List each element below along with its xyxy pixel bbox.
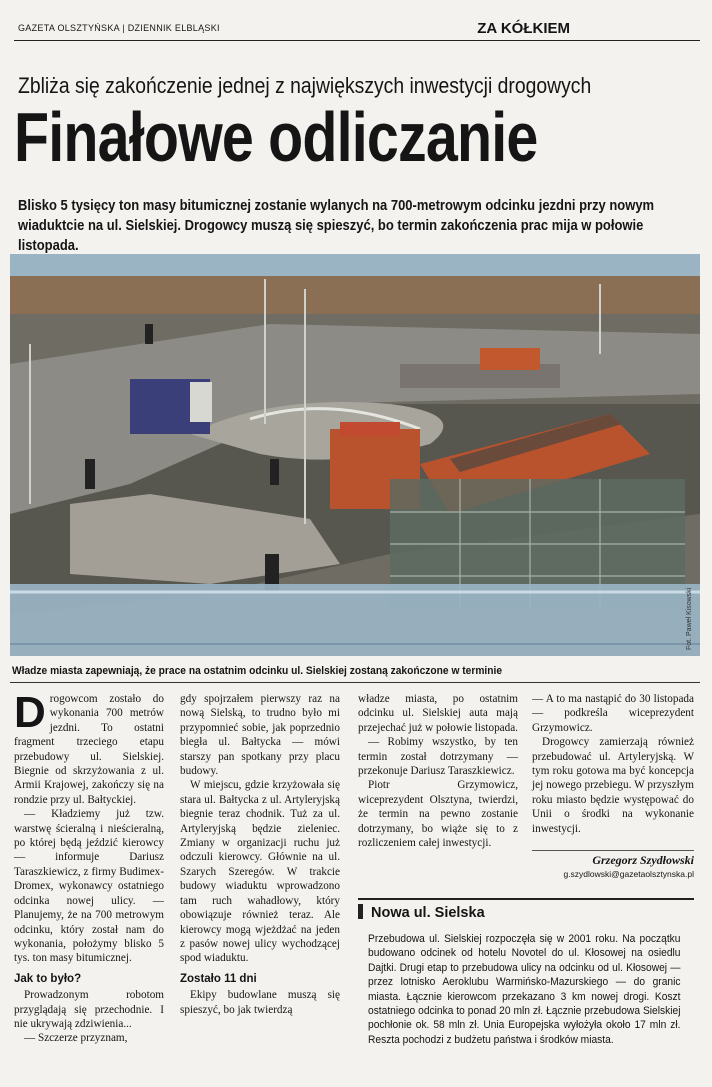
paragraph: Ekipy budowlane muszą się spieszyć, bo jak twierdzą bbox=[180, 989, 340, 1016]
photo-caption: Władze miasta zapewniają, że prace na ostatnim odcinku ul. Sielskiej zostaną zakończone w terminie bbox=[12, 665, 503, 677]
photo-credit: Fot. Paweł Kisowski bbox=[686, 587, 693, 650]
info-box-title bbox=[358, 904, 485, 921]
paragraph: — Robimy wszystko, by ten termin został dotrzymany — przekonuje Dariusz Taraszkiewicz. bbox=[358, 736, 518, 778]
photo-truck-cab bbox=[190, 382, 212, 422]
info-box-title-text: Nowa ul. Sielska bbox=[371, 905, 485, 921]
info-box bbox=[358, 898, 694, 1060]
headline: Finałowe odliczanie bbox=[14, 98, 538, 176]
kicker: Zbliża się zakończenie jednej z największych inwestycji drogowych bbox=[18, 73, 592, 98]
title-bar-icon bbox=[358, 904, 363, 919]
author-email[interactable]: g.szydlowski@gazetaolsztynska.pl bbox=[563, 869, 694, 880]
paragraph: — Kładziemy już tzw. warstwę ścieralną i nieścieralną, po której będą jeździć kierowcy — informuje Dariusz Taraszkiewicz, z firmy Budimex-Dromex, wykonawcy ostatniego odcinka nowej ulicy. — Planujemy, że na 700 metrowym odcinku, który został nam do wykonania, położymy blisko 5 tys. ton masy bitumicznej. bbox=[14, 808, 164, 965]
lead-paragraph: Blisko 5 tysięcy ton masy bitumicznej zostanie wylanych na 700-metrowym odcinku jezdni przy nowym wiaduktcie na ul. Sielskiej. Drogowcy muszą się spieszyć, bo termin zakończenia prac mija w połowie listopada. bbox=[18, 198, 655, 254]
page-header bbox=[14, 18, 700, 41]
photo-railing-top bbox=[10, 254, 700, 276]
paragraph: Prowadzonym robotom przyglądają się przechodnie. I nie ukrywają zdziwienia... bbox=[14, 989, 164, 1030]
subheading: Jak to było? bbox=[14, 972, 82, 985]
paragraph: — A to ma nastąpić do 30 listopada — podkreśla wiceprezydent Grzymowicz. bbox=[532, 693, 694, 734]
subheading: Zostało 11 dni bbox=[180, 972, 257, 985]
paragraph: gdy spojrzałem pierwszy raz na nową Sielską, to trudno było mi przypomnieć sobie, jak poprzednio biegła ul. Bałtycka — mówi starszy pan spotkany przy placu budowy. bbox=[180, 693, 340, 778]
article-column-2 bbox=[180, 692, 340, 1017]
info-box-text: Przebudowa ul. Sielskiej rozpoczęła się w 2001 roku. Na początku budowano odcinek od hotelu Novotel do ul. Kłosowej na osiedlu Dajtki. Drugi etap to przebudowa ulicy na odcinku od ul. Kłosowej — przez lotnisko Aeroklubu Warmińsko-Mazurskiego — do granic miasta. Łącznie kierowcom przekazano 3 km nowej drogi. Koszt ostatniego odcinka to ponad 20 mln zł. Łącznie przebudowa Sielskiej pochłonie ok. 58 mln zł. Unia Europejska wyłożyła około 17 mln zł. Reszta pochodzi z budżetu państwa i środków miasta. bbox=[368, 933, 681, 1046]
photo-railing-bottom bbox=[10, 584, 700, 656]
article-column-4 bbox=[532, 692, 694, 882]
article-column-1 bbox=[14, 688, 164, 1046]
caption-divider bbox=[10, 682, 700, 683]
paragraph: rogowcom zostało do wykonania 700 metrów jezdni. To ostatni fragment trzeciego etapu przebudowy ul. Sielskiej. Biegnie od skrzyżowania z ul. Armii Krajowej, zakończy się na rondzie przy ul. Bałtyckiej. bbox=[14, 693, 164, 806]
section-label: ZA KÓŁKIEM bbox=[477, 20, 570, 37]
paragraph: władze miasta, po ostatnim odcinku ul. Sielskiej auta mają przejechać już w połowie listopada. bbox=[358, 693, 518, 734]
paragraph: — Szczerze przyznam, bbox=[24, 1032, 128, 1045]
masthead: GAZETA OLSZTYŃSKA | DZIENNIK ELBLĄSKI bbox=[18, 23, 220, 33]
author-name: Grzegorz Szydłowski bbox=[532, 850, 694, 867]
road-construction-photo bbox=[10, 254, 700, 656]
dropcap: D bbox=[14, 688, 46, 737]
article-column-3 bbox=[358, 692, 518, 850]
paragraph: Drogowcy zamierzają również przebudować ul. Artyleryjską. W tym roku gotowa ma być koncepcja jej nowego przebiegu. W przyszłym roku miasto będzie występować do Unii o środki na wykonanie inwestycji. bbox=[532, 736, 694, 835]
photo-machine bbox=[480, 348, 540, 370]
photo-paver-roof bbox=[340, 422, 400, 436]
paragraph: Piotr Grzymowicz, wiceprezydent Olsztyna, twierdzi, że termin na pewno zostanie dotrzymany, bo wiąże się to z rozliczeniem całej inwestycji. bbox=[358, 779, 518, 850]
paragraph: W miejscu, gdzie krzyżowała się stara ul. Bałtycka z ul. Artyleryjską biegnie teraz chodnik. Tuż za ul. Artyleryjską będzie zieleniec. Zmiany w organizacji ruchu już odczuli kierowcy. Głównie na ul. Szarych Szeregów. W trakcie budowy wiaduktu wprowadzono tam ruch wahadłowy, który obowiązuje również teraz. Ale kierowcy mogą wjeżdżać na jeden z pasów nowej ulicy wychodzącej spod wiaduktu. bbox=[180, 779, 340, 965]
